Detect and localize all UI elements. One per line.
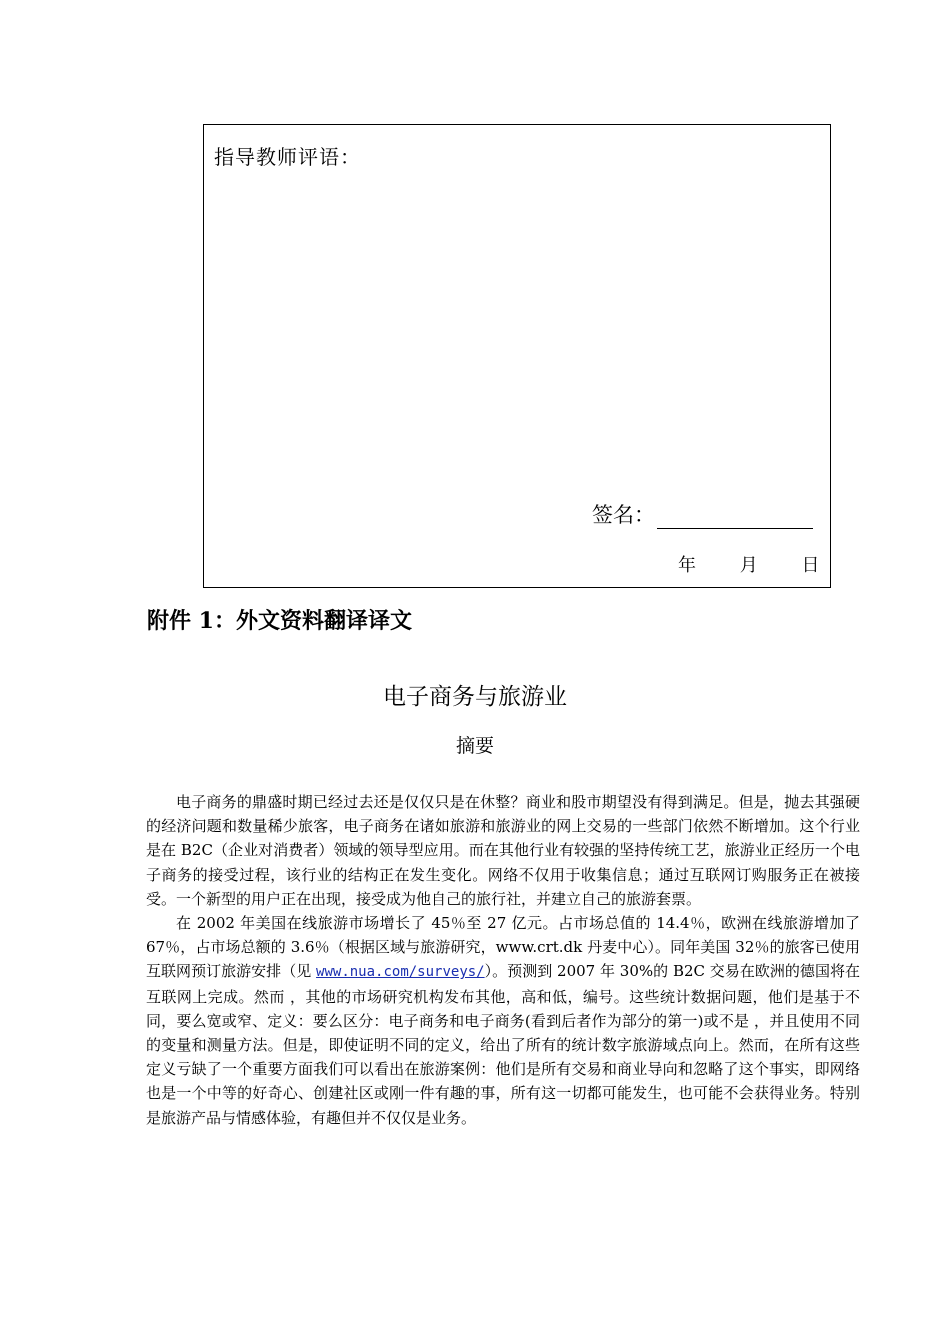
abstract-heading: 摘要 (455, 735, 494, 757)
teacher-comment-box (203, 124, 831, 588)
paragraph-2-part-2: ）。预测到 2007 年 30%的 B2C 交易在欧洲的德国将在互联网上完成。然而 ，其他的市场研究机构发布其他，高和低，编号。这些统计数据问题，他们是基于不同，要么宽或窄、定义：要么区分：电子商务和电子商务(看到后者作为部分的第一)或不是 ，并且使用不同的变量和测量方法。但是，即使证明不同的定义，给出了所有的统计数字旅游域点向上。然而，在所有这些定义亏缺了一个重要方面我们可以看出在旅游案例：他们是所有交易和商业导向和忽略了这个事实，即网络也是一个中等的好奇心、创建社区或刚一件有趣的事，所有这一切都可能发生，也可能不会获得业务。特别是旅游产品与情感体验，有趣但并不仅仅是业务。 (146, 962, 860, 1127)
surveys-link[interactable]: www.nua.com/surveys/ (316, 964, 485, 981)
paragraph-1: 电子商务的鼎盛时期已经过去还是仅仅只是在休整？商业和股市期望没有得到满足。但是，抛去其强硬的经济问题和数量稀少旅客，电子商务在诸如旅游和旅游业的网上交易的一些部门依然不断增加。这个行业是在 B2C（企业对消费者）领域的领导型应用。而在其他行业有较强的坚持传统工艺，旅游业正经历一个电子商务的接受过程，该行业的结构正在发生变化。网络不仅用于收集信息；通过互联网订购服务正在被接受。一个新型的用户正在出现，接受成为他自己的旅行社，并建立自己的旅游套票。 (146, 793, 860, 908)
signature-line (657, 508, 813, 529)
signature-row (592, 499, 813, 529)
abstract-body (146, 790, 860, 1130)
signature-label: 签名： (592, 503, 655, 527)
date-day: 日 (801, 555, 820, 576)
teacher-comment-label: 指导教师评语： (214, 145, 361, 169)
date-month: 月 (739, 555, 758, 576)
attachment-heading: 附件 1：外文资料翻译译文 (147, 608, 412, 634)
date-row (678, 551, 819, 577)
paragraph-2-part-1: 在 2002 年美国在线旅游市场增长了 45％至 27 亿元。占市场总值的 14.4％，欧洲在线旅游增加了 67％，占市场总额的 3.6％（根据区域与旅游研究，www.crt.dk 丹麦中心）。同年美国 32％的旅客已使用互联网预订旅游安排（见 (146, 914, 860, 981)
paragraph-2 (146, 911, 860, 1130)
document-title: 电子商务与旅游业 (383, 684, 567, 710)
date-year: 年 (678, 555, 696, 576)
